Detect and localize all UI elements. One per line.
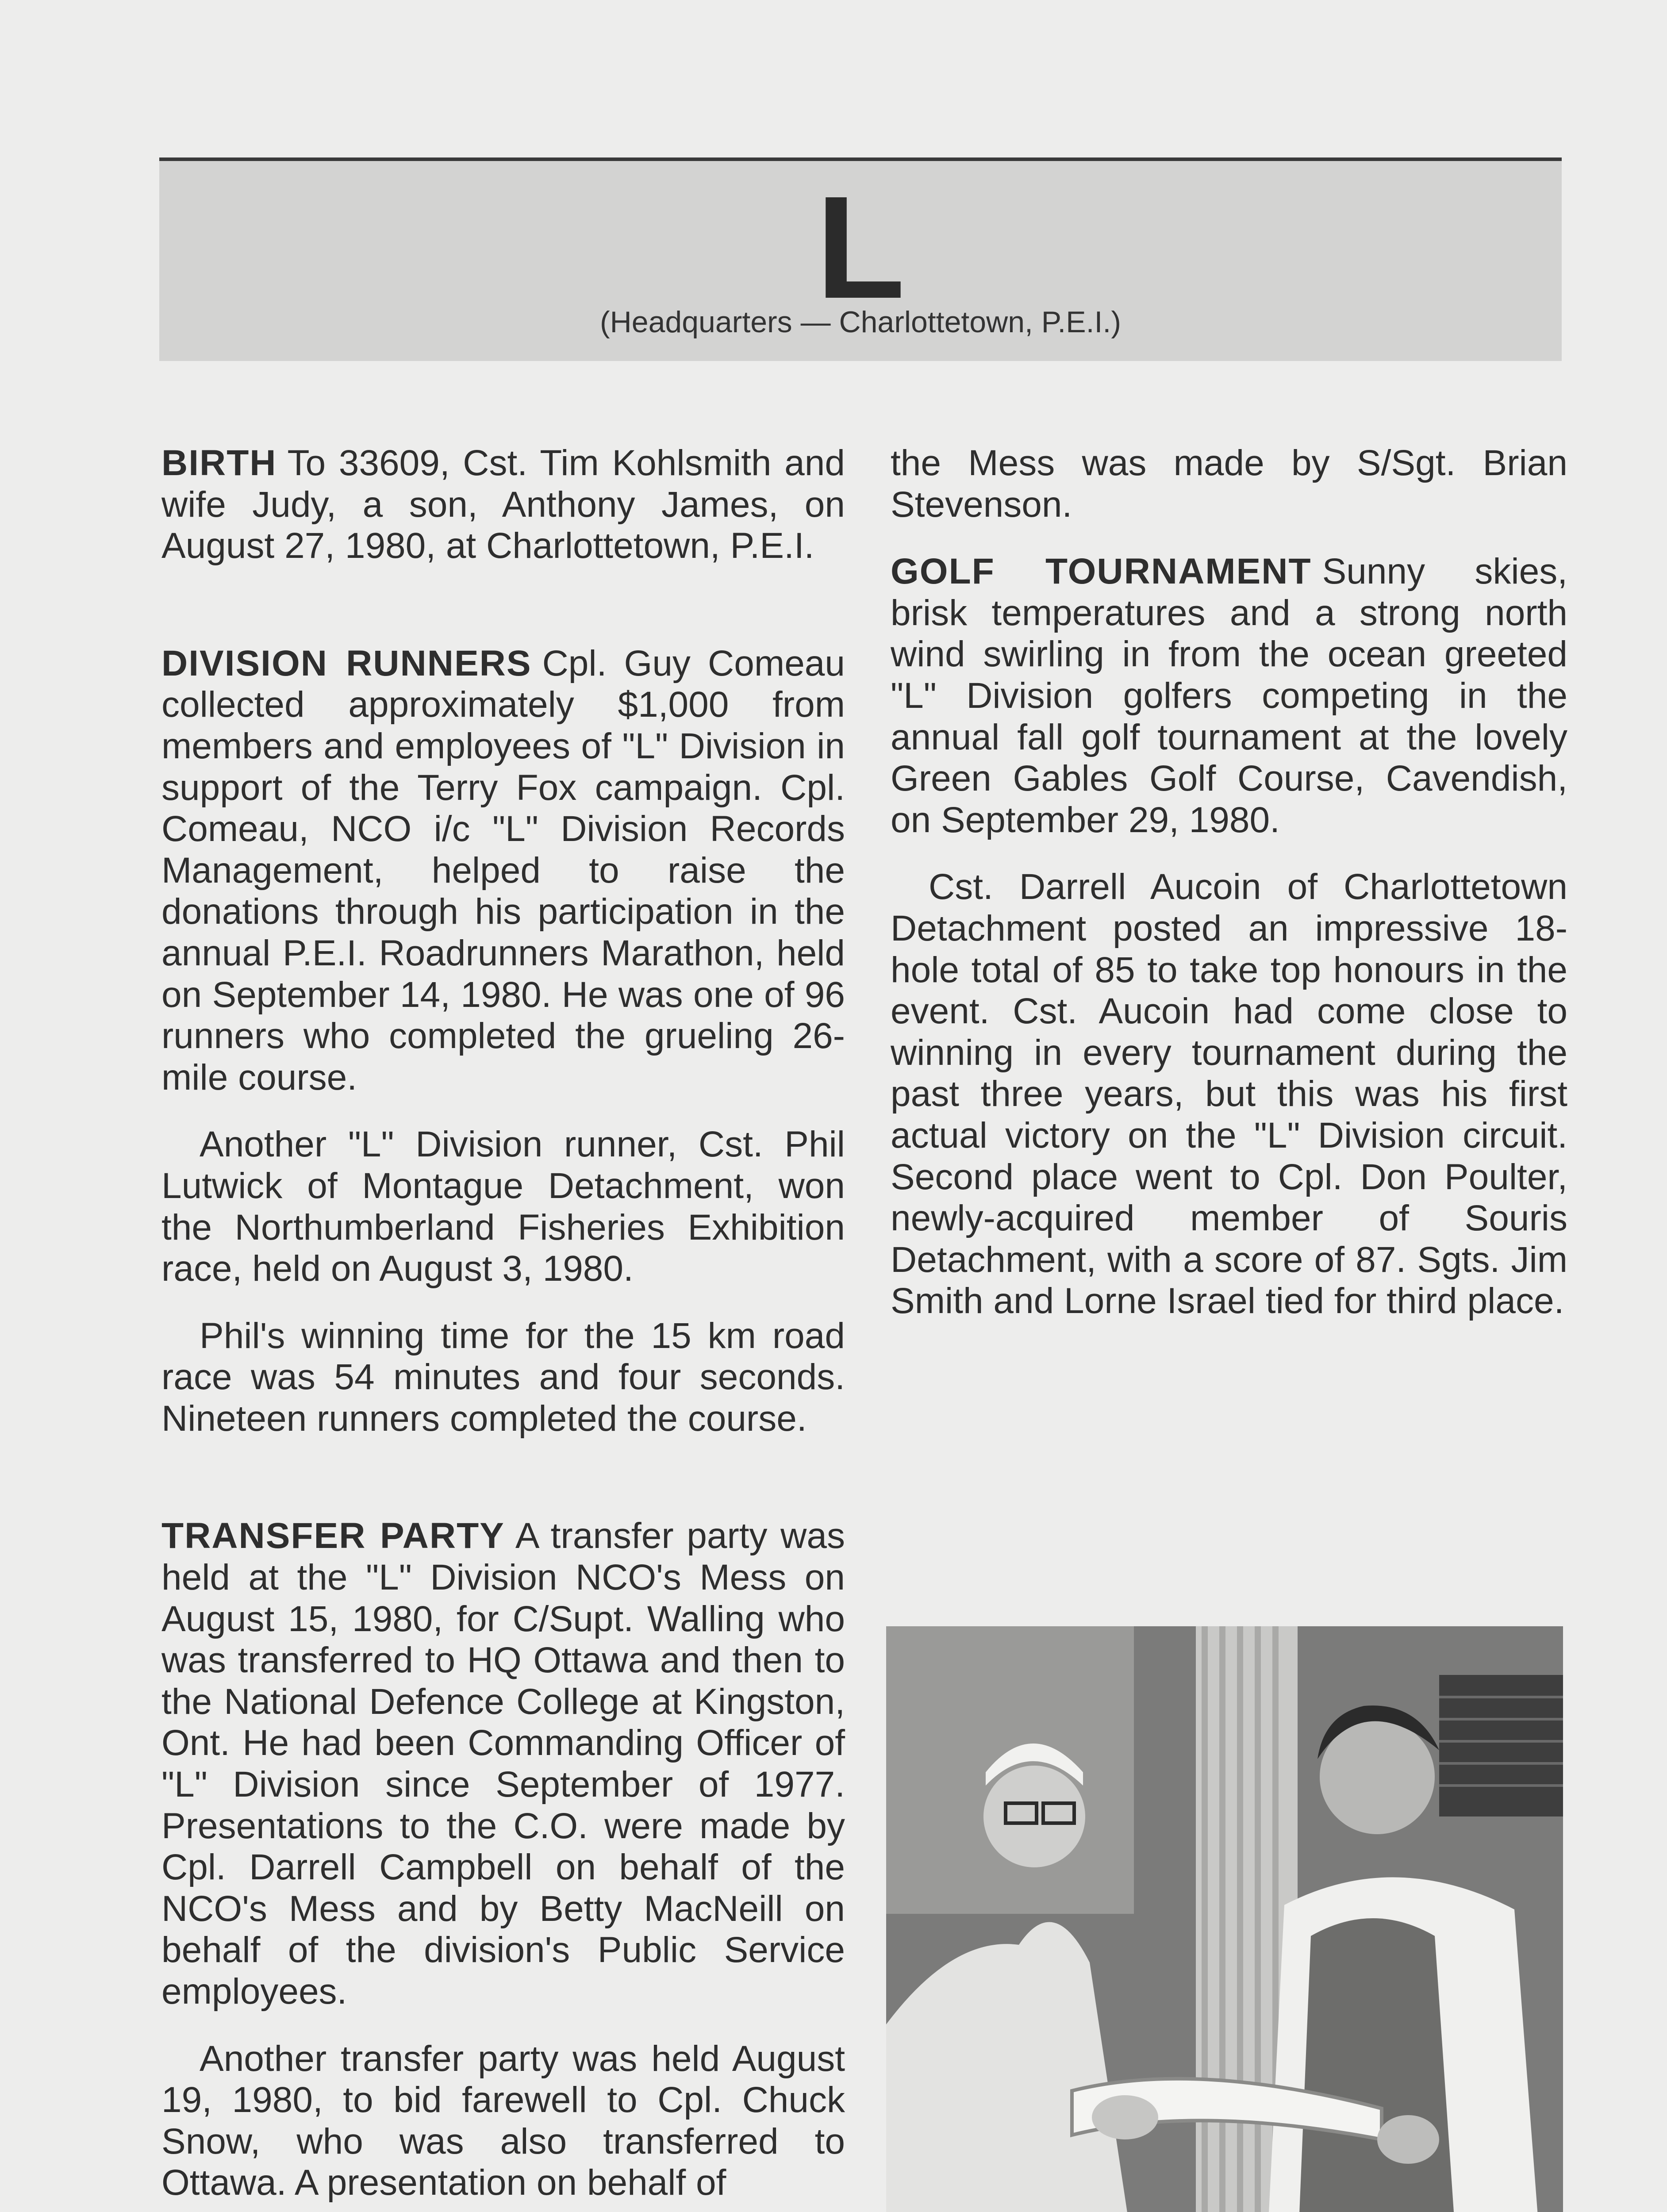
golf-paragraph-2: Cst. Darrell Aucoin of Charlottetown Detachment posted an impressive 18-hole total of 85 to take top honours in the event. Cst. Aucoin had come close to winning in every tournament during the past three years, but this was his first actual victory on the "L" Division circuit. Second place went to Cpl. Don Poulter, newly-acquired member of Souris Detachment, with a score of 87. Sgts. Jim Smith and Lorne Israel tied for third place. bbox=[891, 867, 1567, 1321]
left-column bbox=[161, 442, 845, 2204]
header-rule bbox=[159, 157, 1562, 161]
golf-heading: GOLF TOURNAMENT bbox=[891, 551, 1312, 592]
golf-text-1: Sunny skies, brisk temperatures and a strong north wind swirling in from the ocean greeted "L" Division golfers competing in the annual fall golf tournament at the lovely Green Gables Golf Course, Cavendish, on September 29, 1980. bbox=[891, 551, 1567, 840]
division-header bbox=[159, 161, 1562, 361]
runners-heading: DIVISION RUNNERS bbox=[161, 643, 532, 684]
transfer-paragraph-1 bbox=[161, 1515, 845, 2012]
runners-paragraph-1 bbox=[161, 643, 845, 1098]
transfer-heading: TRANSFER PARTY bbox=[161, 1516, 505, 1556]
transfer-paragraph-2: Another transfer party was held August 19, 1980, to bid farewell to Cpl. Chuck Snow, who was also transferred to Ottawa. A presentation on behalf of bbox=[161, 2038, 845, 2203]
transfer-text-1: A transfer party was held at the "L" Division NCO's Mess on August 15, 1980, for C/Supt. Walling who was transferred to HQ Ottawa and then to the National Defence College at Kingston, Ont. He had been Commanding Officer of "L" Division since September of 1977. Presentations to the C.O. were made by Cpl. Darrell Campbell on behalf of the NCO's Mess and by Betty MacNeill on behalf of the division's Public Service employees. bbox=[161, 1516, 845, 2012]
division-subtitle: (Headquarters — Charlottetown, P.E.I.) bbox=[600, 305, 1121, 339]
transfer-paragraph-2-continued: the Mess was made by S/Sgt. Brian Stevenson. bbox=[891, 443, 1567, 525]
birth-heading: BIRTH bbox=[161, 443, 277, 483]
runners-paragraph-2: Another "L" Division runner, Cst. Phil Lutwick of Montague Detachment, won the Northumberland Fisheries Exhibition race, held on August 3, 1980. bbox=[161, 1124, 845, 1289]
right-column bbox=[891, 442, 1567, 1322]
photo-illustration bbox=[886, 1626, 1563, 2212]
runners-paragraph-3: Phil's winning time for the 15 km road race was 54 minutes and four seconds. Nineteen runners completed the course. bbox=[161, 1315, 845, 1439]
presentation-photo bbox=[886, 1626, 1563, 2212]
golf-paragraph-1 bbox=[891, 551, 1567, 841]
birth-paragraph bbox=[161, 442, 845, 567]
runners-text-1: Cpl. Guy Comeau collected approximately $1,000 from members and employees of "L" Division in support of the Terry Fox campaign. Cpl. Comeau, NCO i/c "L" Division Records Management, helped to raise the donations through his participation in the annual P.E.I. Roadrunners Marathon, held on September 14, 1980. He was one of 96 runners who completed the grueling 26-mile course. bbox=[161, 643, 845, 1098]
division-letter: L bbox=[816, 165, 905, 329]
birth-text: To 33609, Cst. Tim Kohlsmith and wife Judy, a son, Anthony James, on August 27, 1980, at Charlottetown, P.E.I. bbox=[161, 443, 845, 566]
